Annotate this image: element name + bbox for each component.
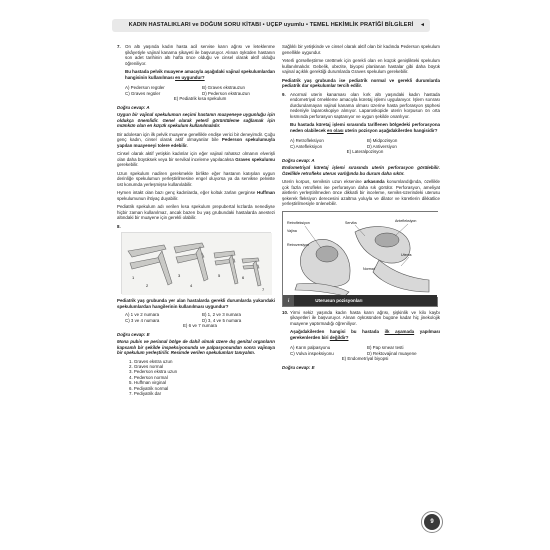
uterus-positions-figure (282, 211, 438, 307)
option-e: E) Pediatrik kısa spekulum (173, 96, 227, 101)
photo-label: 2 (146, 283, 149, 288)
speculum-illustration (122, 233, 272, 295)
correct-answer: Doğru cevap: E (117, 331, 150, 337)
figure-label: Vajina (287, 228, 297, 233)
photo-label: 3 (178, 273, 181, 278)
list-item: 2. Graves normal (129, 363, 164, 369)
explanation-paragraph: Uterin korpus, serviksin uzun eksenine arkasında konumlandığında, özellikle çok fazla retrofleks ise perforasyon daha sık görülür. Perforasyon, ameliyat aletlerin yerleştirilmeden önce dikkatli bir inceleme, serviks-üzerindeki uterusu şekerek fleksiyon derecesini azaltma yoluyla ve dilator ve küretlerin dikkatlice yerleştirilmesiyle önlenebilir. (282, 179, 441, 206)
right-column (282, 44, 440, 373)
question-text: On altı yaşında kadın hasta acil servise karın ağrısı ve leteklenme şikâyetiyle vajinal kanama şikayeti ile başvuruyor. Alınan öyküden hastanın son adet tarihinin altı hafta önce olduğu ve cinsel olarak aktif olduğu öğreniliyor. (125, 44, 275, 66)
list-item: 5. Huffman virginal (129, 380, 166, 386)
question-number: 9. (282, 91, 286, 97)
figure-label: Antefleksiyon (395, 218, 417, 223)
option-b: B) Pap smear testi (367, 345, 404, 350)
figure-label: Retrofleksiyon (287, 220, 310, 225)
list-item: 6. Pediyatrik normal (129, 385, 169, 391)
figure-caption-bar (283, 295, 437, 306)
option-c: C) Antefleksiyon (290, 143, 323, 149)
explanation-paragraph: Pediatrik spekulum adı verilen kısa spekulum prepubertal kızlarda nenediyse hiçbir zaman kullanılmaz, ancak bazen bu yaş grubundaki hastalarda anestezi altındaki bir muayene için gerekli olabilir. (117, 204, 275, 220)
option-e: E) Endometriyal biyopsi (341, 356, 389, 361)
photo-label: 1 (132, 275, 135, 280)
explanation-paragraph: Sağlıklı bir yetişkinde ve cinsel olarak aktif olan bir kadında Pederson spekulum genellikle uygundur. (282, 44, 440, 55)
uterus-illustration (283, 212, 439, 297)
question-stem: Pediatrik yaş grubunda yer alan hastalarda gerekli durumlarda yukarıdaki spekulumlardan hangilerinin kullanılması uygundur? (117, 298, 275, 309)
question-number: 7. (117, 44, 121, 49)
option-a: A) Karın palpasyonu (290, 345, 331, 350)
option-a: A) Pederson regüler (125, 85, 165, 90)
list-item: 1. Graves ekstra uzun (129, 358, 173, 364)
answer-options (125, 85, 275, 102)
option-d: D) Antiversiyon (367, 143, 397, 149)
question-stem: Bu hastada küretaj işlemi sırasında tariflenen bölgedeki perforasyona neden olabilecek en olası uterin pozisyon aşağıdakilerden hangisidir? (290, 122, 440, 133)
correct-answer: Doğru cevap: A (282, 157, 315, 163)
photo-label: 6 (242, 275, 245, 280)
question-8 (117, 224, 275, 397)
figure-label: Normal (363, 266, 375, 271)
correct-answer: Doğru cevap: A (117, 104, 150, 110)
list-item: 7. Pediyatrik dar (129, 390, 162, 396)
photo-label: 7 (262, 287, 265, 292)
explanation-paragraph: Mona pubis ve perianal bölge de dahil olmak üzere dış genital organların kapsamlı bir şekilde inspeksiyonunda ve palpasyonundan sonra vajinaya bir spekulum yerleştirilir. Resimde verilen spekulumları tanıyalım. (117, 339, 275, 355)
header-arrow-icon: ◂ (421, 22, 424, 28)
answer-options (125, 312, 275, 329)
option-c: C) Vulva inspeksiyonu (290, 350, 334, 356)
correct-answer: Doğru cevap: E (282, 364, 315, 370)
figure-label: Retroversiyon (287, 242, 310, 247)
photo-label: 4 (190, 283, 193, 288)
option-e: E) 6 ve 7 numara (182, 323, 218, 328)
option-c: C) Graves regüler (125, 90, 161, 96)
option-a: A) Retrofleksiyon (290, 138, 324, 143)
option-e: E) Lateralpozisyon (346, 149, 384, 154)
question-9 (282, 92, 440, 207)
speculum-photo (121, 232, 271, 294)
explanation-paragraph: Pediatrik yaş grubunda ise pediatrik normal ve gerekli durumlarda pediatrik dar spekulumlar tercih edilir. (282, 77, 440, 88)
question-text: Yirmi sekiz yaşında kadın hasta karın ağrısı, şişkinlik ve kilo kaybı şikayetleri ile başvuruyor. Alınan öyküsünden bugüne kadar hiç jinekolojik muayene yaptırmadığı öğreniliyor. (290, 309, 440, 326)
explanation-paragraph: Yeterli görselleştirme ürettmek için gerekli olan en küçük genişlikteki spekulum kullanılmalıdır. Gebelik, obezite, biyopsi planlanan hastalar gibi daha büyük vajinal açıklık gerektiği durumlarda Graves spekulum gerekebilir. (282, 58, 440, 74)
page-header (112, 19, 430, 32)
question-number: 8. (117, 223, 121, 229)
question-text: Anormal uterin kanaması olan kırk altı yaşındaki kadın hastada endometriyal örnekleme amacıyla küretaj işlemi uygulanıyor. İşlem sonrası durdurulamayan vajinal kanama olması üzerine hasta perforasyon şüphesi nedeniyle laparoskopiye alınıyor. Laparoskopide uterin korpusun ön orta kısmında perforasyon saptanıyor ve uygun şekilde onarılıyor. (290, 91, 440, 119)
option-d: D) 3, 4 ve 5 numara (202, 317, 242, 323)
question-stem: Bu hastada pelvik muayene amacıyla aşağıdaki vajinal spekulumlardan hangisinin kullanılması en uygundur? (125, 69, 275, 80)
list-item: 4. Pederson normal (129, 374, 168, 380)
page-number: 9 (424, 514, 440, 530)
left-column (117, 44, 275, 399)
explanation-paragraph: Bir adolesan için ilk pelvik muayene genellikle endişe verici bir deneyimdir. Çoğu genç kadın, cinsel olarak aktif olmayanlar bile Pederson spekulumuyla yapılan muayeneyi tolere edebilir. (117, 131, 275, 148)
speculum-list (129, 359, 275, 397)
figure-label: Uterus (401, 252, 412, 257)
explanation-paragraph: Uzun spekulum nadiren gerekmekle birlikte eğer hastanın katışılan uygun derinliğe spekulumun yerleştirilmesine engel oluyorsa ya da servikse pelviste üst konumda yerleşmişse kullanılabilir. (117, 170, 275, 187)
explanation-paragraph: Endometriyal küretaj işlemi sırasında uterin perforasyon görülebilir. Özellikle retrofleks uterus varlığında bu durum daha sıktır. (282, 165, 440, 176)
option-d: D) Rektovajinal muayene (367, 350, 417, 356)
option-b: B) Graves ekstrauzun (202, 85, 245, 90)
question-7 (117, 44, 275, 221)
explanation-paragraph: Uygun bir vajinal spekulumun seçimi hastanın muayeneye uygunluğu için oldukça önemlidir. Genel olarak yeterli görüntüleme sağlamak için mümkün olan en küçük spekulum kullanılmalıdır. (117, 112, 275, 128)
info-icon: i (283, 295, 294, 306)
answer-options (290, 345, 440, 362)
list-item: 3. Pederson ekstra uzun (129, 369, 178, 375)
question-number: 10. (282, 309, 289, 315)
photo-label: 5 (218, 273, 221, 278)
option-b: B) Midpozisyon (367, 138, 398, 143)
question-10 (282, 310, 440, 371)
option-b: B) 1, 2 ve 3 numara (202, 312, 241, 317)
answer-options (290, 138, 440, 155)
explanation-paragraph: Hymen intakt olan bazı genç kadınlarda, eğer koltuk zarları gerginse Huffman spekulumunun ihtiyaç duyabilir. (117, 190, 275, 201)
option-d: D) Pederson ekstrauzun (202, 90, 250, 96)
option-a: A) 1 ve 2 numara (125, 312, 160, 317)
figure-label: Serviks (345, 220, 357, 225)
header-title: KADIN HASTALIKLARI ve DOĞUM SORU KİTABI • UÇEP uyumlu • TEMEL HEKİMLİK PRATİĞİ BİLGİLERİ (128, 22, 414, 28)
explanation-paragraph: Cinsel olarak aktif yetişkin kadınlar için eğer vajinal rahatsız olmanın elverişli olan daha büyüksek veya bir servikal inceleme yapılacaksa Graves spekulumu gerekebilir. (117, 151, 275, 167)
question-stem: Aşağıdakilerden hangisi bu hastada ilk aşamada yapılması gerekenlerden biri değildir? (290, 329, 441, 340)
option-c: C) 3 ve 4 numara (125, 317, 160, 323)
figure-caption: Uterusun pozisyonları (315, 297, 363, 303)
